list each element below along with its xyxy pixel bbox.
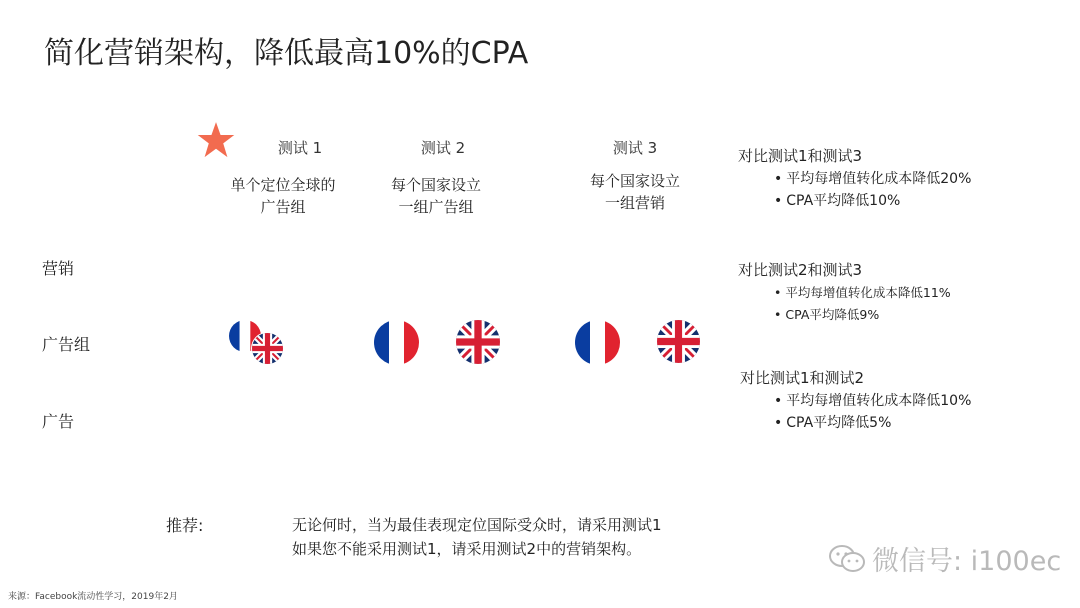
comparison-1-2 [740, 367, 971, 432]
source-footnote: 来源：Facebook流动性学习，2019年2月 [8, 592, 178, 602]
comparison-item-text: 平均每增值转化成本降低20% [786, 171, 972, 187]
watermark [828, 539, 1061, 578]
france-flag-icon [374, 320, 419, 365]
comparison-title: 对比测试1和测试2 [740, 369, 865, 387]
page-title: 简化营销架构，降低最高10%的CPA [44, 36, 529, 71]
test-2-desc-line2: 一组广告组 [398, 198, 474, 216]
test-2-desc-line1: 每个国家设立 [390, 176, 481, 194]
uk-flag-icon [252, 333, 283, 364]
comparison-item-text: 平均每增值转化成本降低11% [785, 285, 951, 300]
comparison-item: • 平均每增值转化成本降低20% [774, 171, 972, 187]
test-1-label: 测试 1 [277, 139, 323, 157]
test-3-desc-line1: 每个国家设立 [589, 172, 680, 190]
watermark-text: 微信号: i100ec [872, 546, 1062, 577]
row-label-campaign: 营销 [42, 259, 75, 278]
row-label-adgroup: 广告组 [42, 335, 91, 354]
test-1-desc-line2: 广告组 [260, 198, 306, 216]
test-1-description [203, 174, 363, 218]
test-1-desc-line1: 单个定位全球的 [230, 176, 336, 194]
recommendation-line-1: 无论何时，当为最佳表现定位国际受众时，请采用测试1 [292, 516, 662, 534]
comparison-1-3 [738, 145, 971, 210]
uk-flag-icon [657, 320, 700, 363]
test-2-label: 测试 2 [420, 139, 466, 157]
comparison-item: • 平均每增值转化成本降低11% [774, 285, 951, 300]
comparison-item-text: CPA平均降低10% [786, 193, 901, 209]
comparison-item-text: CPA平均降低5% [786, 415, 892, 431]
france-flag-icon [575, 320, 620, 365]
recommendation-text [292, 513, 662, 561]
test-3-description [555, 170, 715, 214]
test-2-description [356, 174, 516, 218]
comparison-2-3 [738, 259, 951, 323]
comparison-item-text: CPA平均降低9% [785, 307, 880, 322]
comparison-title: 对比测试1和测试3 [738, 147, 863, 165]
comparison-item: • CPA平均降低9% [774, 307, 880, 322]
row-label-ad: 广告 [42, 412, 75, 431]
comparison-title: 对比测试2和测试3 [738, 261, 863, 279]
test-3-label: 测试 3 [612, 139, 658, 157]
wechat-icon [828, 544, 866, 574]
test-3-desc-line2: 一组营销 [604, 194, 665, 212]
comparison-item-text: 平均每增值转化成本降低10% [786, 393, 972, 409]
recommendation-line-2: 如果您不能采用测试1，请采用测试2中的营销架构。 [292, 540, 642, 558]
recommendation-label: 推荐: [166, 516, 204, 535]
uk-flag-icon [456, 320, 500, 364]
comparison-item: • 平均每增值转化成本降低10% [774, 393, 972, 409]
comparison-item: • CPA平均降低5% [774, 415, 892, 431]
comparison-item: • CPA平均降低10% [774, 193, 901, 209]
